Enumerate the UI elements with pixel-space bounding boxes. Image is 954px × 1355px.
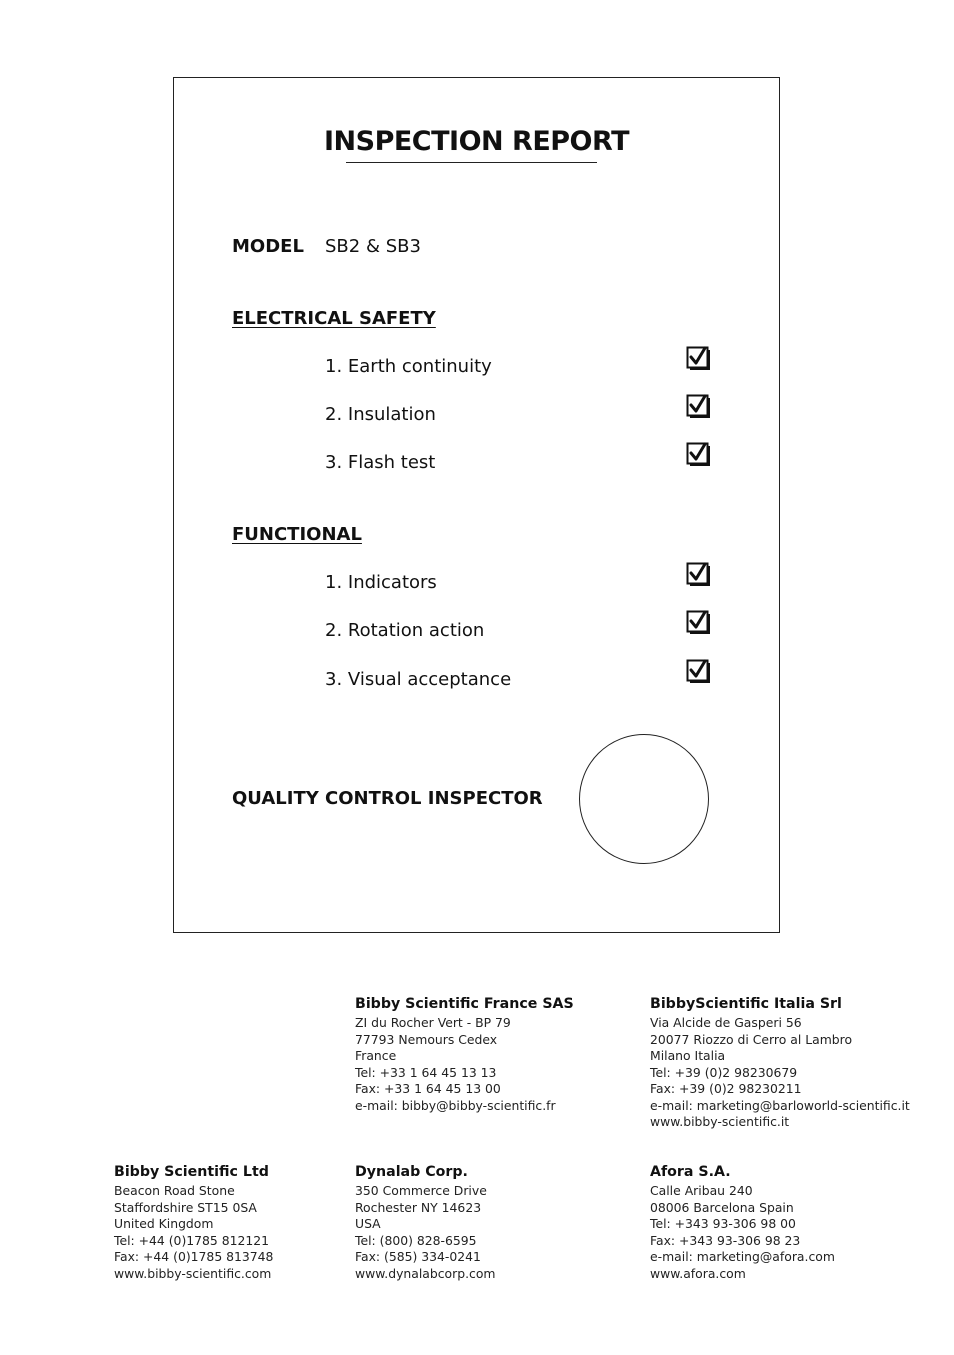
company-name: BibbyScientific Italia Srl [650, 996, 842, 1012]
electrical-item-earth-continuity: 1. Earth continuity [325, 356, 492, 377]
functional-item-rotation-action: 2. Rotation action [325, 620, 485, 641]
website-line: www.bibby-scientific.it [650, 1114, 790, 1129]
fax-line: Fax: +39 (0)2 98230211 [650, 1081, 802, 1096]
company-name: Dynalab Corp. [355, 1164, 468, 1180]
email-line: e-mail: bibby@bibby-scientific.fr [355, 1097, 556, 1113]
website-line: www.dynalabcorp.com [355, 1265, 496, 1281]
functional-item-indicators: 1. Indicators [325, 572, 437, 593]
address-line: France [355, 1048, 397, 1063]
model-value: SB2 & SB3 [325, 236, 421, 257]
phone-line: Tel: +33 1 64 45 13 13 [355, 1064, 497, 1080]
company-name: Afora S.A. [650, 1164, 731, 1180]
address-line: United Kingdom [114, 1216, 214, 1231]
phone-line: Tel: +44 (0)1785 812121 [114, 1232, 270, 1248]
address-bibby-italia [650, 995, 910, 1131]
address-line: 77793 Nemours Cedex [355, 1031, 498, 1047]
company-name: Bibby Scientific France SAS [355, 996, 574, 1012]
fax-line: Fax: +343 93-306 98 23 [650, 1232, 801, 1248]
page-title: INSPECTION REPORT [323, 126, 630, 157]
address-line: 08006 Barcelona Spain [650, 1199, 794, 1215]
fax-line: Fax: (585) 334-0241 [355, 1249, 481, 1264]
address-bibby-france [355, 995, 574, 1114]
website-line: www.bibby-scientific.com [114, 1265, 272, 1281]
fax-line: Fax: +44 (0)1785 813748 [114, 1249, 274, 1264]
electrical-item-insulation: 2. Insulation [325, 404, 436, 425]
functional-item-visual-acceptance: 3. Visual acceptance [325, 669, 512, 690]
address-line: Staffordshire ST15 0SA [114, 1199, 257, 1215]
address-line: Milano Italia [650, 1048, 726, 1063]
checked-box-icon [686, 562, 712, 588]
address-line: Via Alcide de Gasperi 56 [650, 1015, 802, 1030]
address-line: Rochester NY 14623 [355, 1199, 482, 1215]
website-line: www.afora.com [650, 1265, 746, 1281]
checked-box-icon [686, 610, 712, 636]
company-name: Bibby Scientific Ltd [114, 1164, 269, 1180]
model-label: MODEL [232, 236, 304, 257]
phone-line: Tel: +343 93-306 98 00 [650, 1216, 796, 1231]
checked-box-icon [686, 442, 712, 468]
address-line: Beacon Road Stone [114, 1183, 235, 1198]
address-afora-spain [650, 1163, 835, 1282]
checked-box-icon [686, 346, 712, 372]
address-line: 20077 Riozzo di Cerro al Lambro [650, 1031, 853, 1047]
address-line: ZI du Rocher Vert - BP 79 [355, 1015, 511, 1030]
address-bibby-uk [114, 1163, 273, 1282]
electrical-safety-heading: ELECTRICAL SAFETY [232, 308, 436, 329]
inspection-report-box [173, 77, 780, 933]
functional-heading: FUNCTIONAL [232, 524, 362, 545]
electrical-item-flash-test: 3. Flash test [325, 452, 436, 473]
quality-control-inspector-label: QUALITY CONTROL INSPECTOR [232, 788, 543, 809]
phone-line: Tel: +39 (0)2 98230679 [650, 1064, 798, 1080]
email-line: e-mail: marketing@barloworld-scientific.it [650, 1097, 910, 1113]
address-dynalab-usa [355, 1163, 496, 1282]
title-underline [346, 162, 597, 163]
checked-box-icon [686, 659, 712, 685]
phone-line: Tel: (800) 828-6595 [355, 1232, 477, 1248]
checked-box-icon [686, 394, 712, 420]
fax-line: Fax: +33 1 64 45 13 00 [355, 1081, 501, 1096]
email-line: e-mail: marketing@afora.com [650, 1249, 835, 1264]
address-line: 350 Commerce Drive [355, 1183, 487, 1198]
inspector-stamp-circle [579, 734, 709, 864]
address-line: USA [355, 1216, 381, 1231]
address-line: Calle Aribau 240 [650, 1183, 753, 1198]
